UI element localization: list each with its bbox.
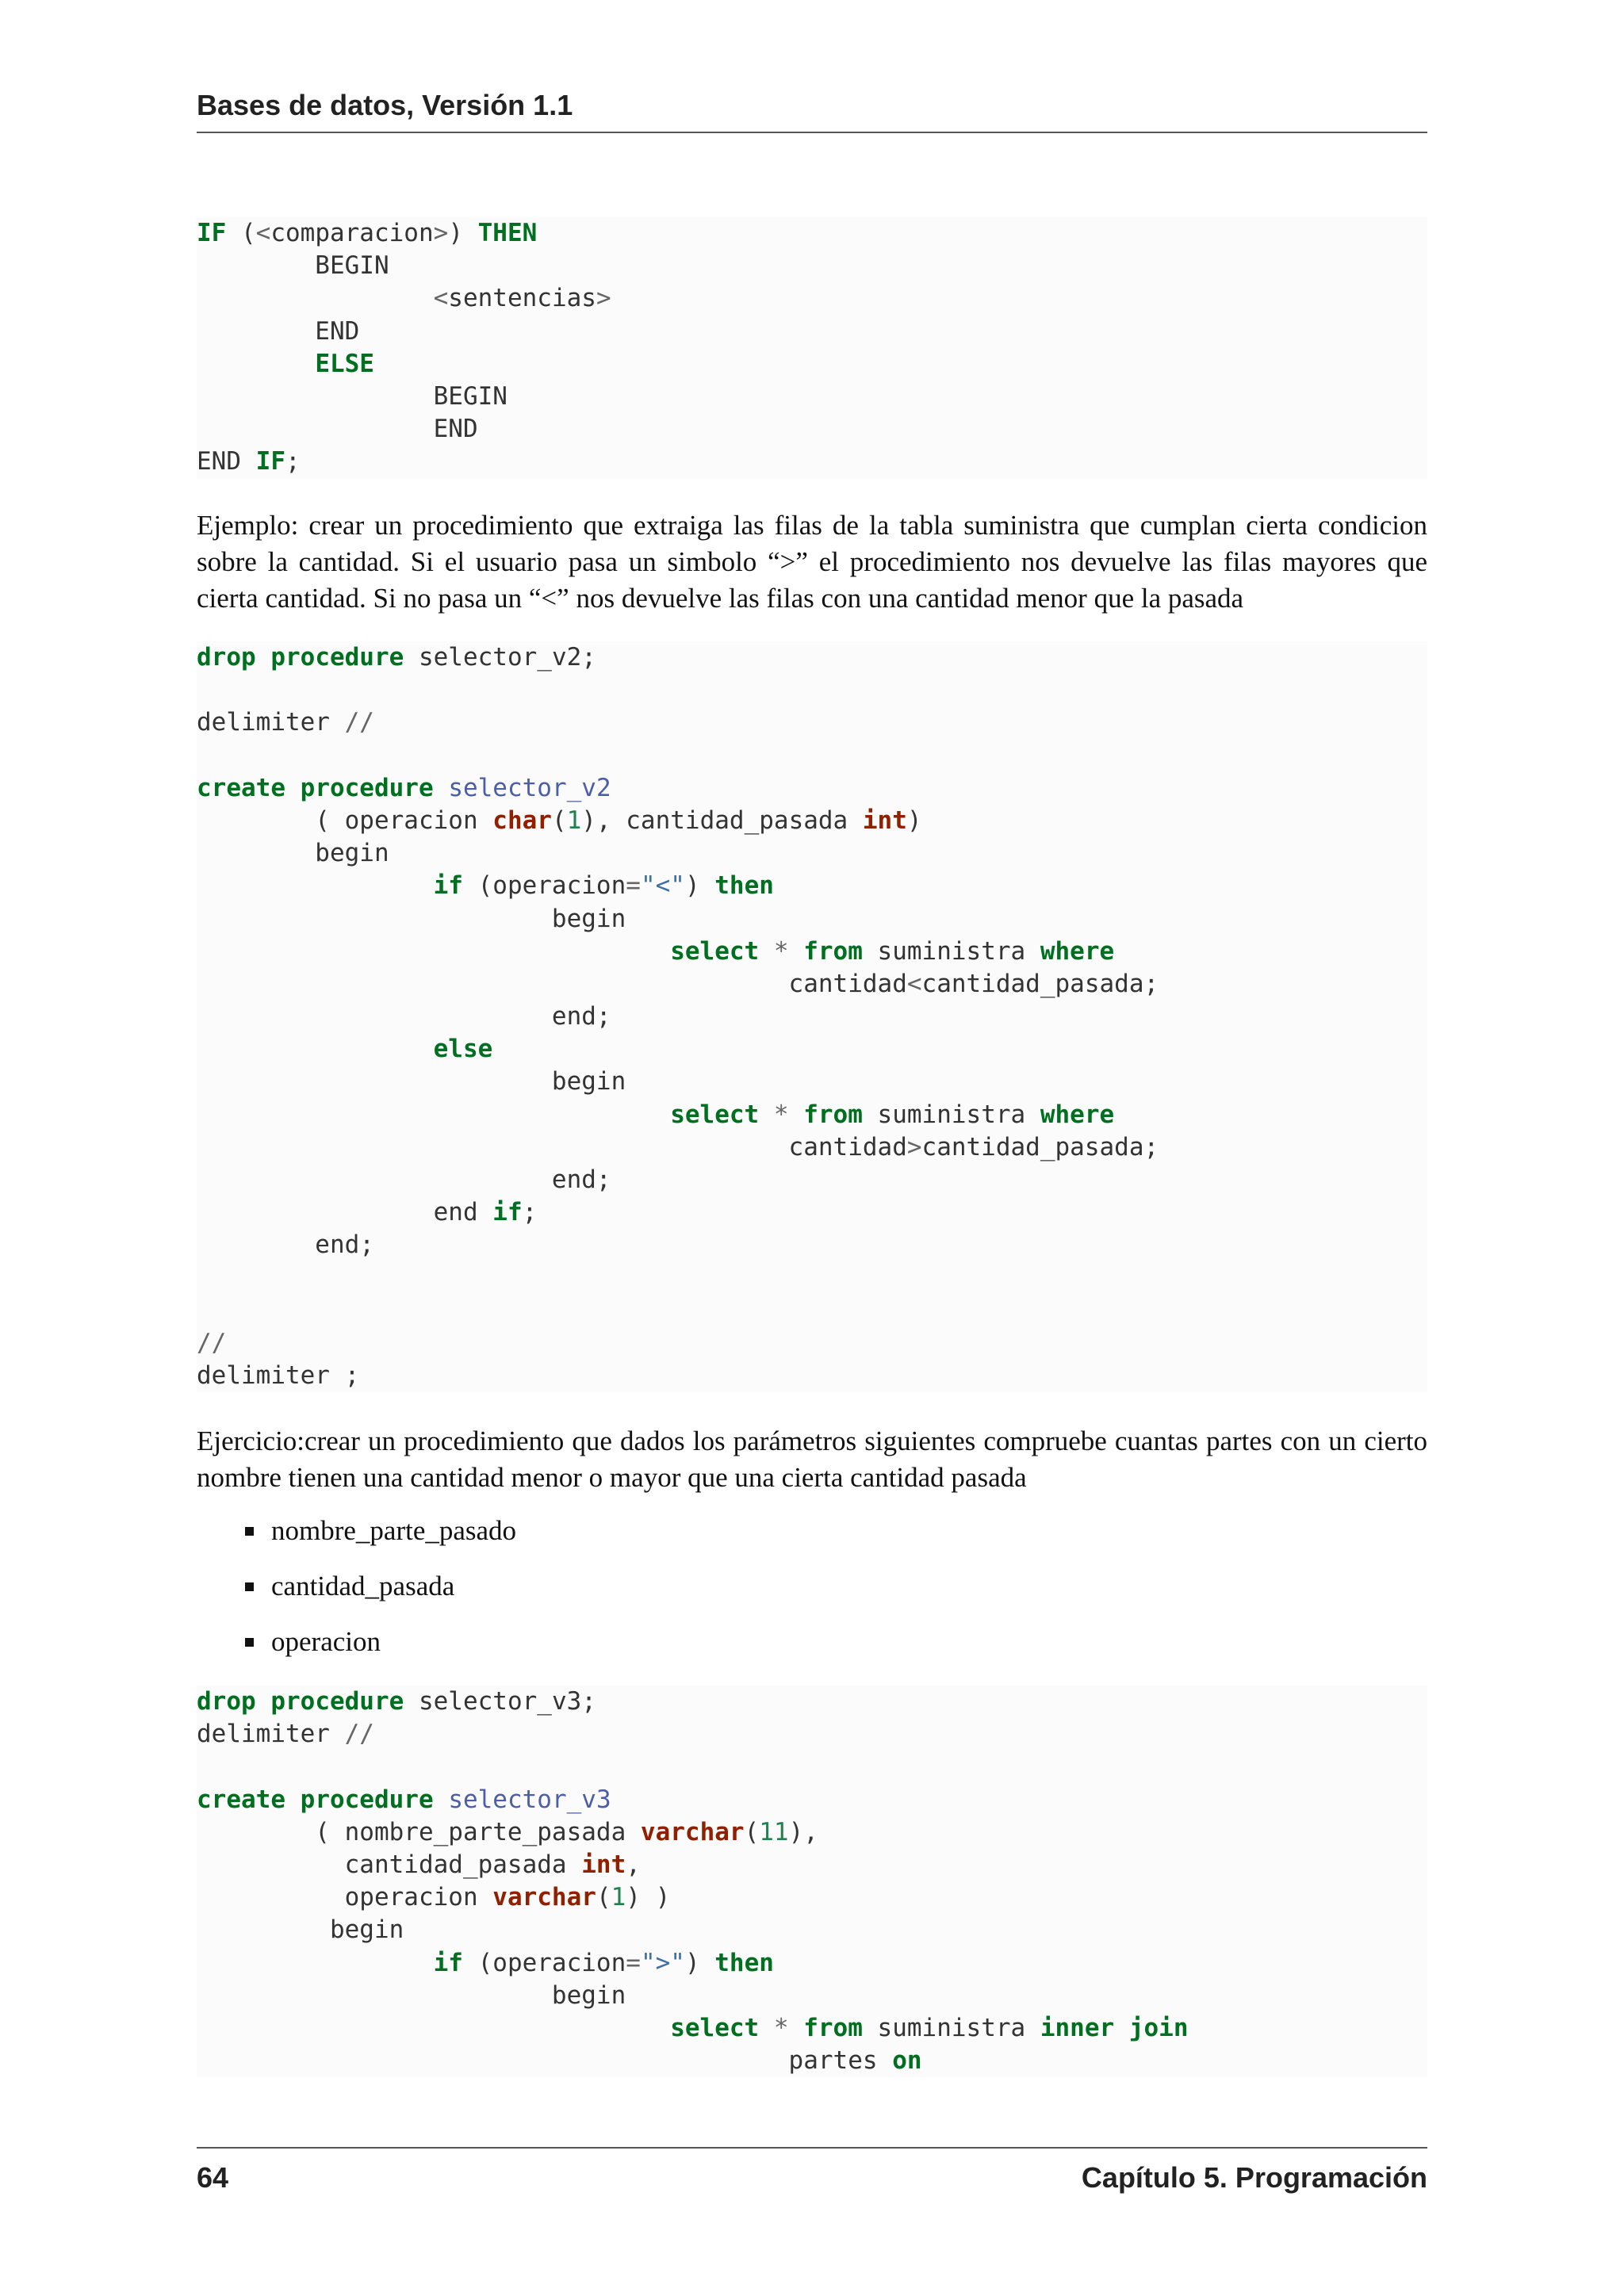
code-token: begin xyxy=(197,1067,626,1096)
code-token: then xyxy=(714,1948,774,1977)
list-item: nombre_parte_pasado xyxy=(197,1513,1427,1568)
code-line xyxy=(197,282,1427,315)
code-line xyxy=(197,1327,1427,1360)
code-line xyxy=(197,1099,1427,1131)
page-number: 64 xyxy=(197,2161,229,2194)
code-token: drop xyxy=(197,1687,256,1716)
code-line xyxy=(197,413,1427,446)
code-token: inner xyxy=(1040,2013,1115,2042)
code-block-selector-v2 xyxy=(197,641,1427,1392)
code-line xyxy=(197,1131,1427,1164)
code-token xyxy=(434,774,449,802)
code-token: selector_v3 xyxy=(448,1785,611,1814)
code-line xyxy=(197,1816,1427,1849)
code-token xyxy=(197,871,434,900)
code-token: ), xyxy=(788,1817,818,1846)
code-token: = xyxy=(626,1948,641,1977)
code-line xyxy=(197,1914,1427,1946)
code-token: < xyxy=(433,284,449,313)
code-token: begin xyxy=(197,1980,626,2010)
code-token: suministra xyxy=(862,2013,1040,2042)
code-token: end; xyxy=(197,1165,611,1194)
code-token xyxy=(197,1035,434,1063)
code-token: // xyxy=(344,708,374,737)
code-line xyxy=(197,674,1427,706)
code-line xyxy=(197,2045,1427,2077)
code-token: select xyxy=(670,1100,760,1129)
code-line xyxy=(197,1980,1427,2012)
code-token: > xyxy=(596,284,611,313)
code-token: cantidad_pasada; xyxy=(921,969,1159,998)
code-token: end; xyxy=(197,1230,374,1260)
code-token: < xyxy=(906,969,922,998)
code-line xyxy=(197,2012,1427,2045)
code-block-selector-v3 xyxy=(197,1686,1427,2077)
code-token: suministra xyxy=(862,1100,1040,1129)
code-token: begin xyxy=(197,1915,404,1945)
code-block-if-syntax xyxy=(197,217,1427,479)
code-token: ( xyxy=(551,806,567,835)
code-token: end xyxy=(197,1198,493,1227)
code-token: int xyxy=(581,1850,626,1879)
code-token: * xyxy=(773,936,789,966)
code-token: select xyxy=(670,2013,760,2042)
code-token: cantidad xyxy=(197,1132,907,1161)
code-token xyxy=(1114,2014,1129,2042)
code-line xyxy=(197,250,1427,282)
code-token xyxy=(759,1100,774,1129)
code-token: END xyxy=(197,316,360,346)
code-line xyxy=(197,1686,1427,1718)
code-token: (operacion xyxy=(462,1948,626,1977)
code-line xyxy=(197,870,1427,902)
code-token: where xyxy=(1040,936,1115,966)
code-token xyxy=(759,2014,774,2042)
code-token: END xyxy=(197,415,478,444)
code-token: varchar xyxy=(492,1883,596,1912)
code-token: ) xyxy=(684,871,715,901)
code-token: cantidad_pasada; xyxy=(921,1132,1159,1161)
code-token: procedure xyxy=(300,773,434,802)
code-token: varchar xyxy=(640,1817,745,1846)
code-line xyxy=(197,446,1427,478)
code-token: if xyxy=(433,1948,463,1977)
code-line xyxy=(197,1262,1427,1295)
code-line xyxy=(197,1947,1427,1980)
code-token xyxy=(759,937,774,966)
code-token xyxy=(197,1949,434,1977)
paragraph-ejemplo: Ejemplo: crear un procedimiento que extraiga las filas de la tabla suministra que cumplan cierta condicion sobre la cantidad. Si el usuario pasa un simbolo “>” el procedimiento nos devuelve las filas mayores que cierta cantidad. Si no pasa un “<” nos devuelve las filas con una cantidad menor que la pasada xyxy=(197,510,1427,614)
code-token: ), cantidad_pasada xyxy=(581,806,863,835)
code-token xyxy=(789,937,804,966)
code-token: create xyxy=(197,773,285,802)
code-token: delimiter xyxy=(197,1720,345,1749)
code-token xyxy=(789,2014,804,2042)
code-token: begin xyxy=(197,839,389,868)
code-token: procedure xyxy=(270,1687,404,1716)
code-token: ; xyxy=(285,447,301,476)
code-token: BEGIN xyxy=(197,251,389,281)
code-token: * xyxy=(773,1100,789,1129)
code-token: THEN xyxy=(477,219,538,247)
code-line xyxy=(197,1229,1427,1261)
code-token: // xyxy=(197,1328,227,1357)
code-line xyxy=(197,381,1427,413)
code-line xyxy=(197,1849,1427,1881)
code-token xyxy=(434,1785,449,1814)
code-line xyxy=(197,1881,1427,1914)
code-line xyxy=(197,641,1427,674)
code-token: ) xyxy=(906,806,922,835)
code-token: selector_v3; xyxy=(404,1687,596,1716)
code-token: ELSE xyxy=(315,349,374,378)
code-token: from xyxy=(803,2013,863,2042)
code-token xyxy=(197,2014,670,2042)
code-line xyxy=(197,837,1427,870)
code-token: if xyxy=(492,1198,523,1227)
code-token: ) xyxy=(684,1948,715,1977)
code-token: comparacion xyxy=(270,219,434,247)
list-item: cantidad_pasada xyxy=(197,1568,1427,1624)
code-line xyxy=(197,316,1427,348)
code-token: ( xyxy=(226,219,256,247)
code-line xyxy=(197,903,1427,936)
code-token: "<" xyxy=(640,871,685,901)
code-token: drop xyxy=(197,643,256,672)
code-token: END xyxy=(197,447,256,476)
code-token: ) xyxy=(448,219,478,247)
code-line xyxy=(197,1196,1427,1229)
code-line xyxy=(197,1295,1427,1327)
code-token xyxy=(285,774,301,802)
code-token: int xyxy=(862,806,907,835)
code-token: delimiter ; xyxy=(197,1361,360,1391)
code-token: create xyxy=(197,1785,285,1814)
code-token xyxy=(197,1100,670,1129)
code-token: 1 xyxy=(611,1883,626,1912)
footer-rule xyxy=(197,2147,1427,2149)
code-line xyxy=(197,936,1427,968)
code-token: , xyxy=(626,1850,641,1879)
code-token: delimiter xyxy=(197,708,345,737)
code-token xyxy=(197,937,670,966)
code-token: selector_v2; xyxy=(404,643,596,672)
code-token: < xyxy=(255,219,271,247)
bullet-icon xyxy=(245,1527,254,1536)
chapter-title: Capítulo 5. Programación xyxy=(1081,2161,1427,2194)
code-token: cantidad_pasada xyxy=(197,1850,582,1879)
code-token: = xyxy=(626,871,641,901)
code-token xyxy=(285,1785,301,1814)
code-line xyxy=(197,1784,1427,1816)
code-token: * xyxy=(773,2013,789,2042)
paragraph-ejercicio: Ejercicio:crear un procedimiento que dados los parámetros siguientes compruebe cuantas partes con un cierto nombre tienen una cantidad menor o mayor que una cierta cantidad pasada xyxy=(197,1425,1427,1493)
code-token: BEGIN xyxy=(197,381,508,411)
code-token: ">" xyxy=(640,1948,685,1977)
code-token: selector_v2 xyxy=(448,773,611,802)
code-line xyxy=(197,805,1427,837)
list-item: operacion xyxy=(197,1624,1427,1679)
code-token: ( xyxy=(744,1817,760,1846)
code-token: ( xyxy=(596,1883,611,1912)
code-line xyxy=(197,1718,1427,1751)
running-header-title: Bases de datos, Versión 1.1 xyxy=(197,89,573,121)
code-token: // xyxy=(344,1720,374,1749)
code-token: 11 xyxy=(759,1817,789,1846)
code-line xyxy=(197,1751,1427,1783)
code-line xyxy=(197,217,1427,250)
bullet-icon xyxy=(245,1582,254,1591)
code-token: ; xyxy=(522,1198,538,1227)
code-token: end; xyxy=(197,1002,611,1031)
code-line xyxy=(197,740,1427,772)
code-token: from xyxy=(803,936,863,966)
code-token: suministra xyxy=(862,936,1040,966)
code-token: then xyxy=(714,871,774,901)
code-token: > xyxy=(433,219,449,247)
code-token: join xyxy=(1128,2013,1189,2042)
code-token: ) ) xyxy=(626,1883,671,1912)
code-line xyxy=(197,1033,1427,1066)
code-line xyxy=(197,968,1427,1001)
header-rule xyxy=(197,132,1427,133)
code-line xyxy=(197,348,1427,381)
code-token xyxy=(789,1100,804,1129)
code-token: select xyxy=(670,936,760,966)
code-token: from xyxy=(803,1100,863,1129)
code-line xyxy=(197,772,1427,805)
code-token: > xyxy=(906,1132,922,1161)
code-token: sentencias xyxy=(448,284,596,313)
code-token xyxy=(256,1687,271,1716)
bullet-icon xyxy=(245,1638,254,1647)
code-token: partes xyxy=(197,2046,893,2076)
code-token xyxy=(197,284,434,312)
code-token: cantidad xyxy=(197,969,907,998)
code-token: begin xyxy=(197,904,626,933)
code-token: (operacion xyxy=(462,871,626,901)
code-token: 1 xyxy=(566,806,582,835)
code-token: ( nombre_parte_pasada xyxy=(197,1817,641,1846)
code-line xyxy=(197,1066,1427,1098)
code-line xyxy=(197,1001,1427,1033)
code-token: char xyxy=(492,806,552,835)
code-token: procedure xyxy=(300,1785,434,1814)
code-token: where xyxy=(1040,1100,1115,1129)
code-token: ( operacion xyxy=(197,806,493,835)
code-token: operacion xyxy=(197,1883,493,1912)
code-token xyxy=(197,350,315,378)
code-token: if xyxy=(433,871,463,901)
parameter-list xyxy=(197,1513,1427,1679)
code-line xyxy=(197,1360,1427,1392)
code-line xyxy=(197,1164,1427,1196)
code-token: IF xyxy=(197,219,227,247)
code-token: on xyxy=(892,2046,922,2076)
code-line xyxy=(197,706,1427,739)
code-token: IF xyxy=(255,447,285,476)
code-token: procedure xyxy=(270,643,404,672)
code-token xyxy=(256,643,271,672)
code-token: else xyxy=(433,1035,493,1064)
